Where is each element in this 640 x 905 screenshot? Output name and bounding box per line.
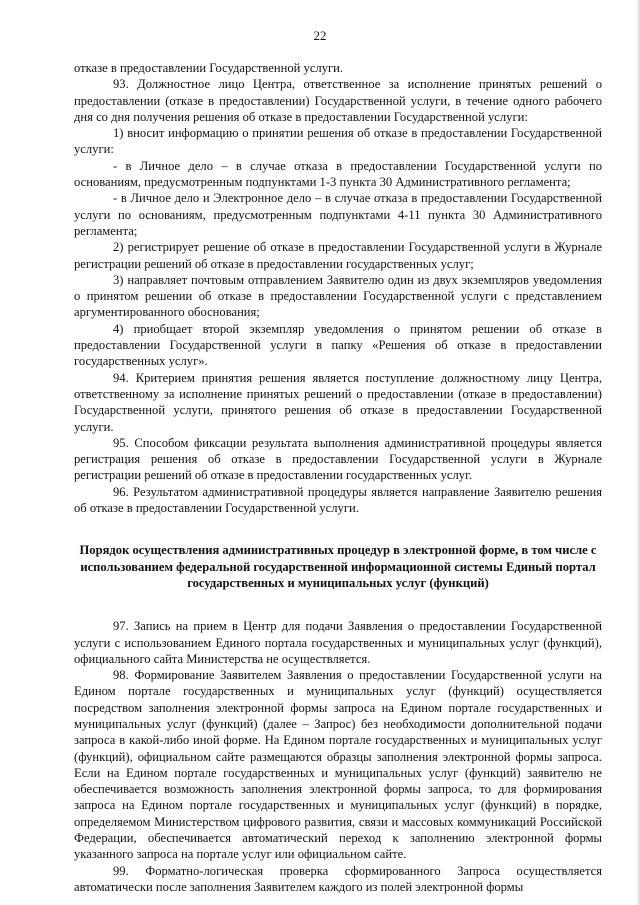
paragraph-95: 95. Способом фиксации результата выполнения административной процедуры является регистрация решения об отказе в предоставлении Государственной услуги в Журнале регистрации решений об отказе в предоставлении государственных услуг. — [74, 435, 602, 483]
paragraph-97: 97. Запись на прием в Центр для подачи Заявления о предоставлении Государственной услуги с использованием Единого портала государственных и муниципальных услуг (функций), официального сайта Министерства не осуществляется. — [74, 619, 602, 666]
paragraph-93-item-1-bullet-2: - в Личное дело и Электронное дело – в случае отказа в предоставлении Государственной услуги по основаниям, предусмотренным подпунктами 4-11 пункта 30 Административного регламента; — [74, 191, 602, 238]
paragraph-93-item-4: 4) приобщает второй экземпляр уведомления о принятом решении об отказе в предоставлении Государственной услуги в папку «Решения об отказе в предоставлении государственных услуг». — [74, 321, 602, 369]
section-heading: Порядок осуществления административных процедур в электронной форме, в том числе с использованием федеральной государственной информационной системы Единый портал государственных и муниципальных услуг (функций) — [79, 543, 597, 590]
paragraph-94: 94. Критерием принятия решения является поступление должностному лицу Центра, ответственному за исполнение принятых решений о предоставлении (отказе в предоставлении) Государственной услуги, принятого решения об отказе в предоставлении Государственной услуги. — [74, 370, 602, 434]
paragraph-93-item-3: 3) направляет почтовым отправлением Заявителю один из двух экземпляров уведомления о принятом решении об отказе в предоставлении Государственной услуги с представлением аргументированного обоснования; — [74, 272, 602, 320]
paragraph-98: 98. Формирование Заявителем Заявления о предоставлении Государственной услуги на Едином портале государственных и муниципальных услуг (функций) осуществляется посредством заполнения электронной формы запроса на Едином портале государственных и муниципальных услуг (функций) (далее – Запрос) без необходимости дополнительной подачи запроса в какой-либо иной форме. На Едином портале государственных и муниципальных услуг (функций), официальном сайте размещаются образцы заполнения электронной формы запроса. Если на Едином портале государственных и муниципальных услуг (функций) заявителю не обеспечивается возможность заполнения электронной формы запроса, то для формирования запроса на Едином портале государственных и муниципальных услуг (функций) в порядке, определяемом Министерством цифрового развития, связи и массовых коммуникаций Российской Федерации, обеспечивается автоматический переход к заполнению электронной формы указанного запроса на портале услуг или официальном сайте. — [74, 668, 602, 862]
document-body — [74, 60, 602, 895]
paragraph-96: 96. Результатом административной процедуры является направление Заявителю решения об отказе в предоставлении Государственной услуги. — [74, 484, 602, 516]
paragraph-93: 93. Должностное лицо Центра, ответственное за исполнение принятых решений о предоставлении (отказе в предоставлении) Государственной услуги, в течение одного рабочего дня со дня получения решения об отказе в предоставлении Государственной услуги: — [74, 77, 602, 124]
paragraph-93-item-1: 1) вносит информацию о принятии решения об отказе в предоставлении Государственной услуги: — [74, 126, 602, 157]
page-number: 22 — [313, 28, 327, 43]
paragraph-93-item-2: 2) регистрирует решение об отказе в предоставлении Государственной услуги в Журнале регистрации решений об отказе в предоставлении государственных услуг; — [74, 240, 602, 271]
paragraph-99: 99. Форматно-логическая проверка сформированного Запроса осуществляется автоматически после заполнения Заявителем каждого из полей электронной формы — [74, 863, 602, 894]
paragraph: отказе в предоставлении Государственной услуги. — [74, 61, 344, 75]
paragraph-93-item-1-bullet-1: - в Личное дело – в случае отказа в предоставлении Государственной услуги по основаниям, предусмотренным подпунктами 1-3 пункта 30 Административного регламента; — [74, 158, 602, 190]
scan-edge-shadow — [636, 0, 640, 905]
